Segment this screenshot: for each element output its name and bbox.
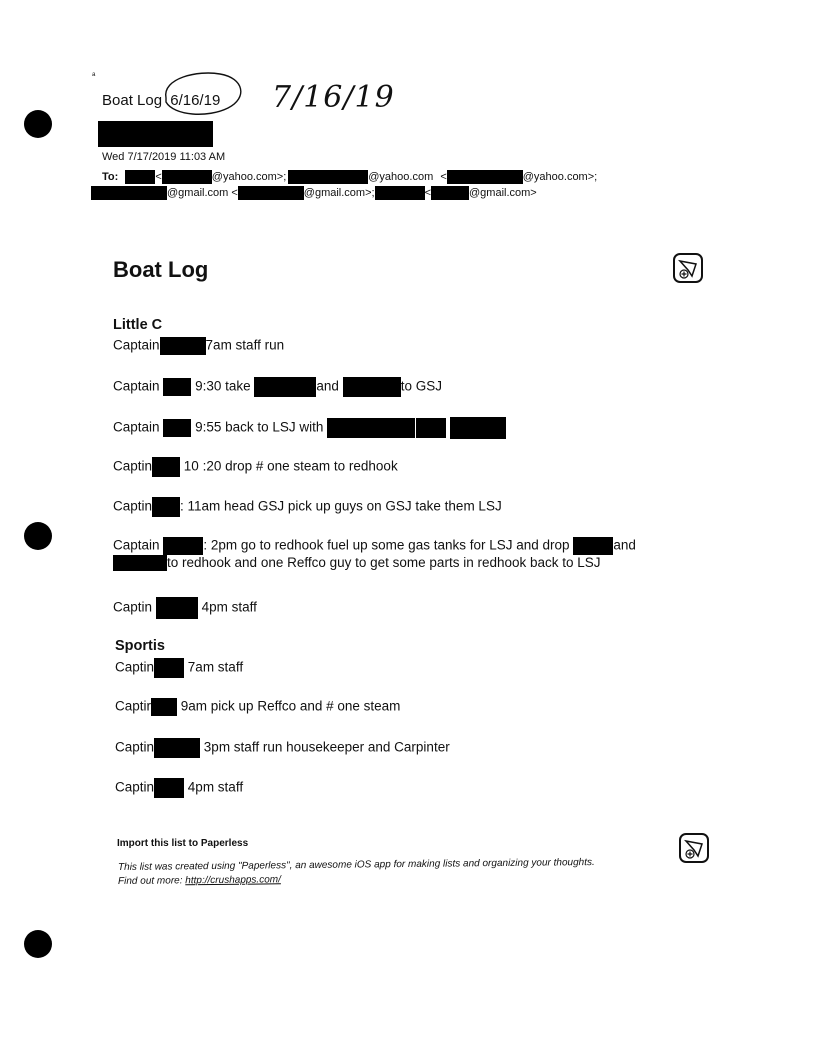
redaction: [152, 457, 180, 477]
recipient-text: @gmail.com>: [469, 186, 537, 199]
entry-text: Captain: [113, 378, 160, 394]
subject-prefix: Boat Log: [102, 92, 163, 109]
redaction: [151, 698, 177, 716]
log-entry: [115, 738, 450, 758]
handwritten-circle: [158, 68, 248, 120]
entry-text: 9:55 back to LSJ with: [195, 419, 324, 435]
redaction: [343, 377, 401, 397]
recipients-line-2: [91, 186, 537, 200]
sender-redaction: [98, 121, 213, 147]
redaction: [91, 186, 167, 200]
redaction: [431, 186, 469, 200]
recipient-text: <: [231, 186, 238, 199]
recipients-line-1: [102, 170, 597, 184]
entry-text: 9:30 take: [195, 378, 251, 394]
entry-text: Captin: [113, 458, 153, 474]
recipient-text: <: [440, 170, 447, 183]
redaction: [160, 337, 206, 355]
find-out-label: Find out more:: [117, 875, 183, 887]
recipient-text: @gmail.com>;: [303, 186, 375, 199]
redaction: [573, 537, 613, 555]
entry-text: : 2pm go to redhook fuel up some gas tanks for LSJ and drop: [203, 537, 570, 553]
import-to-paperless-label[interactable]: Import this list to Paperless: [117, 838, 249, 849]
recipient-text: <: [424, 186, 432, 199]
log-entry: [115, 698, 400, 716]
redaction: [154, 738, 200, 758]
entry-text: Captain: [113, 537, 160, 553]
entry-text: 9am pick up Reffco and # one steam: [180, 698, 401, 714]
entry-text: : 11am head GSJ pick up guys on GSJ take them LSJ: [180, 498, 502, 514]
recipient-text: @gmail.com: [167, 186, 229, 199]
recipient-text: @yahoo.com>;: [522, 170, 598, 183]
entry-text: and: [613, 537, 636, 553]
log-entry: [113, 537, 636, 555]
entry-text: 10 :20 drop # one steam to redhook: [183, 458, 398, 474]
redaction: [254, 377, 316, 397]
entry-text: Captin: [113, 498, 153, 514]
recipient-text: <: [155, 170, 162, 183]
paperless-created-text: This list was created using "Paperless", an awesome iOS app for making lists and organizing your thoughts.: [117, 857, 595, 873]
redaction: [152, 497, 180, 517]
entry-text: Captain: [113, 337, 160, 353]
entry-text: to GSJ: [400, 378, 442, 394]
section-title-sportis: Sportis: [115, 638, 165, 654]
log-entry-continuation: [113, 555, 601, 571]
crushapps-link[interactable]: http://crushapps.com/: [185, 874, 281, 887]
redaction: [447, 170, 523, 184]
redaction: [327, 418, 415, 438]
document-heading: Boat Log: [113, 257, 209, 282]
paperless-icon[interactable]: [672, 252, 704, 284]
recipient-text: @yahoo.com: [368, 170, 434, 183]
entry-text: Captin: [113, 599, 153, 615]
binder-hole-middle: [24, 522, 52, 550]
log-entry: [113, 457, 398, 477]
entry-text: 7am staff run: [205, 337, 285, 353]
redaction: [375, 186, 425, 200]
entry-text: 4pm staff: [201, 599, 257, 615]
entry-text: and: [316, 378, 339, 394]
redaction: [154, 778, 184, 798]
log-entry: [115, 658, 243, 678]
paperless-icon[interactable]: [678, 832, 710, 864]
entry-text: Captain: [113, 419, 160, 435]
redaction: [163, 378, 191, 396]
entry-text: Captin: [115, 659, 155, 675]
recipient-text: @yahoo.com>;: [211, 170, 287, 183]
to-label: To:: [102, 170, 119, 183]
entry-text: Captin: [115, 779, 155, 795]
redaction: [125, 170, 155, 184]
binder-hole-bottom: [24, 930, 52, 958]
log-entry: [113, 337, 284, 355]
entry-text: Captin: [115, 739, 155, 755]
redaction: [238, 186, 304, 200]
entry-text: 7am staff: [187, 659, 244, 675]
entry-text: to redhook and one Reffco guy to get some parts in redhook back to LSJ: [167, 555, 601, 570]
log-entry: [115, 778, 243, 798]
log-entry: [113, 417, 506, 439]
log-entry: [113, 497, 502, 517]
redaction: [156, 597, 198, 619]
redaction: [163, 537, 203, 555]
circled-date: 6/16/19: [170, 92, 221, 109]
redaction: [154, 658, 184, 678]
redaction: [163, 419, 191, 437]
binder-hole-top: [24, 110, 52, 138]
redaction: [288, 170, 368, 184]
entry-text: 3pm staff run housekeeper and Carpinter: [203, 739, 450, 755]
entry-text: 4pm staff: [187, 779, 244, 795]
paperless-find-out: [118, 874, 281, 887]
log-entry: [113, 377, 442, 397]
redaction: [416, 418, 446, 438]
redaction: [162, 170, 212, 184]
sent-date: Wed 7/17/2019 11:03 AM: [102, 151, 226, 163]
redaction: [113, 555, 167, 571]
log-entry: [113, 597, 257, 619]
section-title-little-c: Little C: [113, 317, 163, 333]
handwriting-mark: ᵃ: [92, 70, 96, 80]
entry-text: Captir: [115, 698, 152, 714]
redaction: [450, 417, 506, 439]
handwritten-date: 7/16/19: [272, 80, 395, 115]
